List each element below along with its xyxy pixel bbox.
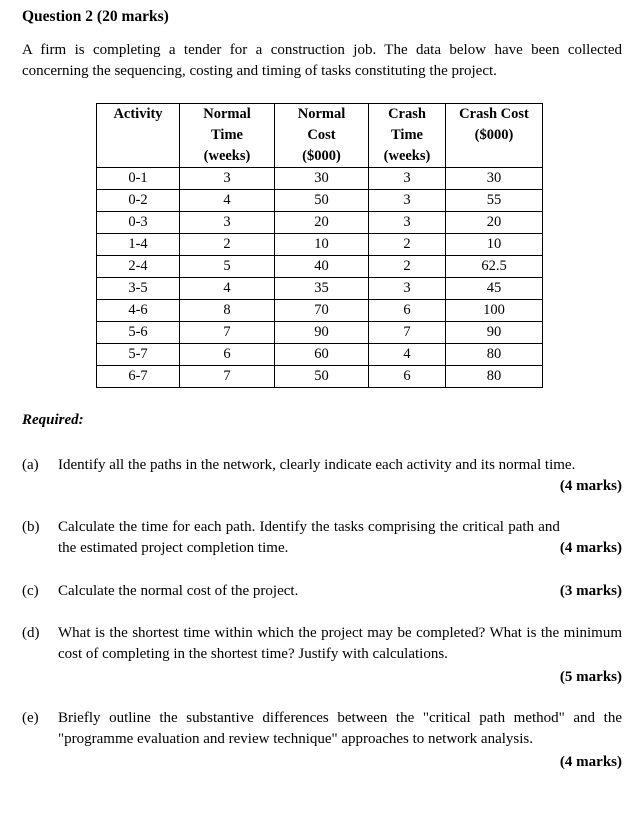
cell-crash-time: 7 [369, 322, 446, 344]
cell-crash-cost: 62.5 [446, 256, 543, 278]
cell-crash-time: 6 [369, 300, 446, 322]
cell-crash-time: 3 [369, 168, 446, 190]
part-e-text: Briefly outline the substantive differences between the "critical path method" and the "programme evaluation and review technique" approaches to network analysis. [58, 710, 622, 747]
cell-normal-cost: 90 [275, 322, 369, 344]
part-a-text: Identify all the paths in the network, clearly indicate each activity and its normal time. [58, 457, 576, 473]
cell-crash-cost: 80 [446, 344, 543, 366]
cell-crash-cost: 90 [446, 322, 543, 344]
part-e-label: (e) [22, 710, 39, 726]
part-c-marks: (3 marks) [559, 583, 622, 599]
cell-crash-cost: 55 [446, 190, 543, 212]
part-d-text: What is the shortest time within which the project may be completed? What is the minimum cost of completing in the shortest time? Justify with calculations. [58, 625, 622, 662]
cell-normal-cost: 35 [275, 278, 369, 300]
table-row [97, 168, 543, 190]
table-row [97, 234, 543, 256]
cell-activity: 0-2 [97, 190, 180, 212]
header-activity: Activity [97, 104, 180, 168]
cell-crash-time: 3 [369, 190, 446, 212]
part-c-label: (c) [22, 583, 39, 599]
question-title: Question 2 (20 marks) [22, 8, 169, 25]
cell-normal-cost: 50 [275, 366, 369, 388]
cell-activity: 3-5 [97, 278, 180, 300]
part-b-marks: (4 marks) [559, 540, 622, 556]
part-e-marks: (4 marks) [559, 754, 622, 770]
cell-normal-time: 4 [180, 190, 275, 212]
cell-normal-time: 3 [180, 168, 275, 190]
cell-crash-cost: 100 [446, 300, 543, 322]
table-row [97, 190, 543, 212]
part-b-label: (b) [22, 519, 40, 535]
table-row [97, 366, 543, 388]
cell-activity: 2-4 [97, 256, 180, 278]
cell-normal-cost: 10 [275, 234, 369, 256]
cell-activity: 4-6 [97, 300, 180, 322]
cell-normal-time: 2 [180, 234, 275, 256]
table-row [97, 300, 543, 322]
table-row [97, 322, 543, 344]
cell-activity: 5-7 [97, 344, 180, 366]
part-d [22, 623, 622, 688]
part-d-marks: (5 marks) [559, 669, 622, 685]
cell-normal-cost: 20 [275, 212, 369, 234]
cell-crash-time: 6 [369, 366, 446, 388]
part-e [22, 708, 622, 773]
table-body [97, 168, 543, 388]
part-d-label: (d) [22, 625, 40, 641]
part-a [22, 455, 622, 497]
cell-activity: 6-7 [97, 366, 180, 388]
part-c [22, 581, 622, 602]
cell-crash-time: 3 [369, 212, 446, 234]
cell-activity: 1-4 [97, 234, 180, 256]
cell-normal-cost: 40 [275, 256, 369, 278]
part-b-text: (4 marks) Calculate the time for each path. Identify the tasks comprising the critical path and the estimated project completion time. [58, 517, 622, 559]
cell-activity: 0-1 [97, 168, 180, 190]
cell-normal-time: 6 [180, 344, 275, 366]
cell-activity: 0-3 [97, 212, 180, 234]
part-a-marks: (4 marks) [559, 478, 622, 494]
cell-normal-time: 3 [180, 212, 275, 234]
cell-activity: 5-6 [97, 322, 180, 344]
header-normal-time: Normal Time (weeks) [180, 104, 275, 168]
cell-normal-time: 8 [180, 300, 275, 322]
part-c-text: (3 marks) Calculate the normal cost of the project. [58, 581, 622, 602]
cell-crash-cost: 20 [446, 212, 543, 234]
cell-normal-cost: 30 [275, 168, 369, 190]
table-row [97, 344, 543, 366]
cell-normal-time: 7 [180, 322, 275, 344]
table-row [97, 278, 543, 300]
activity-table [96, 103, 543, 388]
table-row [97, 212, 543, 234]
cell-crash-cost: 30 [446, 168, 543, 190]
cell-crash-time: 2 [369, 256, 446, 278]
cell-crash-time: 4 [369, 344, 446, 366]
question-intro: A firm is completing a tender for a construction job. The data below have been collected concerning the sequencing, costing and timing of tasks constituting the project. [22, 42, 622, 79]
part-a-label: (a) [22, 457, 39, 473]
cell-normal-time: 7 [180, 366, 275, 388]
cell-normal-cost: 50 [275, 190, 369, 212]
part-b [22, 517, 622, 559]
table-row [97, 256, 543, 278]
cell-crash-time: 3 [369, 278, 446, 300]
cell-crash-cost: 45 [446, 278, 543, 300]
header-crash-time: Crash Time (weeks) [369, 104, 446, 168]
table-header-row [97, 104, 543, 168]
header-crash-cost: Crash Cost ($000) [446, 104, 543, 168]
cell-normal-time: 5 [180, 256, 275, 278]
cell-normal-cost: 60 [275, 344, 369, 366]
cell-normal-time: 4 [180, 278, 275, 300]
cell-crash-cost: 80 [446, 366, 543, 388]
required-heading: Required: [22, 412, 84, 428]
cell-crash-time: 2 [369, 234, 446, 256]
header-normal-cost: Normal Cost ($000) [275, 104, 369, 168]
cell-crash-cost: 10 [446, 234, 543, 256]
cell-normal-cost: 70 [275, 300, 369, 322]
